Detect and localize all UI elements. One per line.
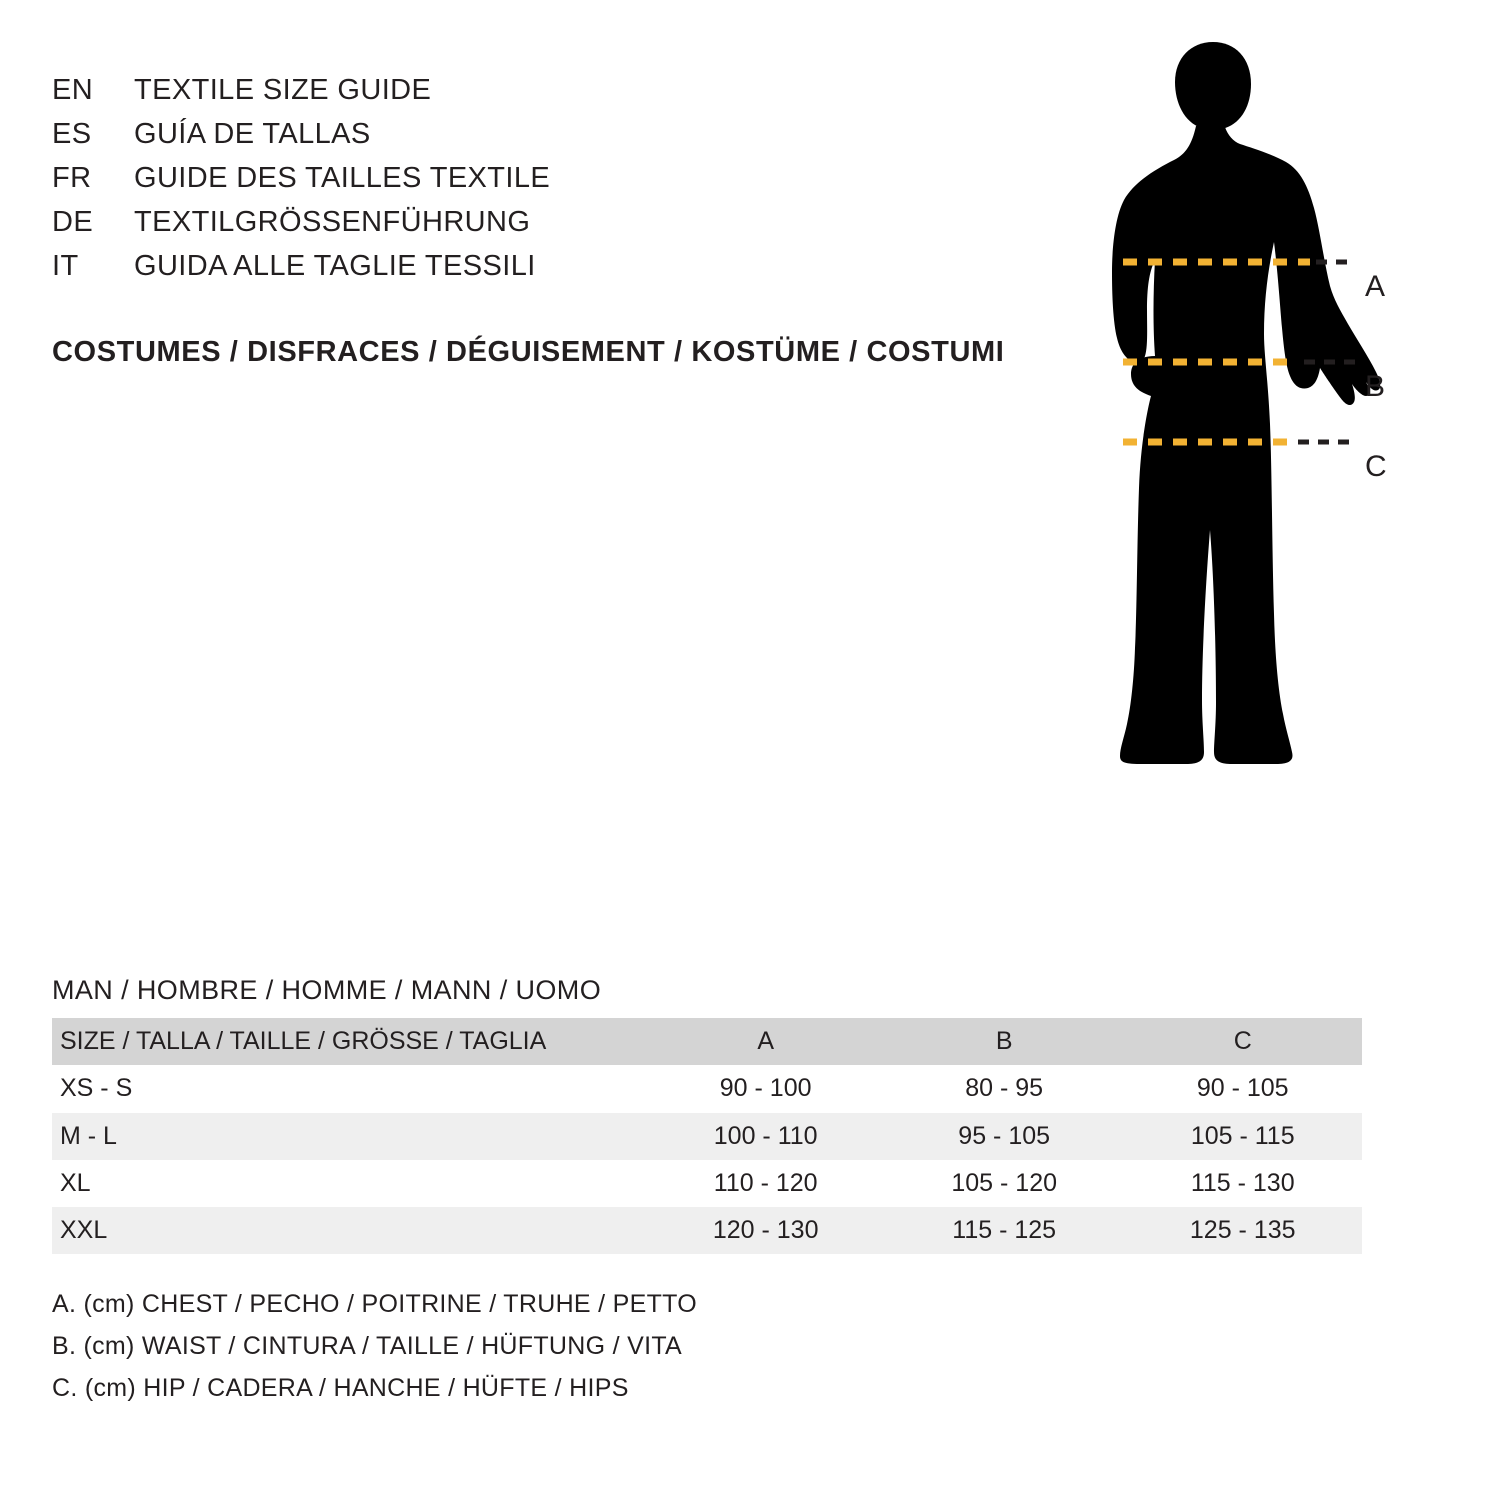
table-row [52, 1160, 1362, 1207]
size-table-block [52, 975, 1352, 1254]
row-value-a: 100 - 110 [713, 1121, 818, 1150]
measurement-figure [1020, 30, 1440, 930]
measurement-legend [52, 1290, 697, 1416]
language-text-en: TEXTILE SIZE GUIDE [134, 74, 432, 106]
table-header-c: C [1233, 1027, 1252, 1055]
row-value-c: 115 - 130 [1190, 1168, 1295, 1197]
measure-label-b: B [1365, 370, 1386, 403]
row-value-b: 105 - 120 [951, 1168, 1057, 1197]
table-header-row [52, 1018, 1362, 1065]
row-value-b: 115 - 125 [952, 1216, 1057, 1244]
language-text-fr: GUIDE DES TAILLES TEXTILE [134, 162, 551, 194]
language-row-fr [52, 162, 1032, 206]
row-value-c: 125 - 135 [1189, 1216, 1296, 1244]
legend-line-b: B. (cm) WAIST / CINTURA / TAILLE / HÜFTUNG / VITA [52, 1332, 683, 1360]
size-table [52, 1018, 1362, 1254]
row-size-label: M - L [60, 1121, 117, 1150]
language-code-es: ES [52, 118, 92, 150]
measure-label-c: C [1365, 450, 1388, 483]
language-row-es [52, 118, 1032, 162]
language-code-en: EN [52, 74, 94, 106]
language-text-it: GUIDA ALLE TAGLIE TESSILI [134, 250, 536, 282]
measure-label-a: A [1365, 270, 1386, 303]
row-value-a: 90 - 100 [719, 1074, 812, 1103]
costumes-subtitle: COSTUMES / DISFRACES / DÉGUISEMENT / KOSTÜME / COSTUMI [52, 336, 1005, 368]
row-value-c: 105 - 115 [1190, 1121, 1295, 1150]
language-code-de: DE [52, 206, 94, 238]
language-row-it [52, 250, 1032, 294]
row-value-b: 80 - 95 [965, 1074, 1044, 1103]
row-size-label: XL [60, 1168, 91, 1197]
legend-line-a: A. (cm) CHEST / PECHO / POITRINE / TRUHE / PETTO [52, 1290, 698, 1318]
language-list [52, 74, 1032, 294]
row-value-b: 95 - 105 [958, 1121, 1051, 1150]
table-caption: MAN / HOMBRE / HOMME / MANN / UOMO [52, 975, 602, 1005]
row-size-label: XS - S [60, 1074, 133, 1103]
table-header-b: B [995, 1027, 1013, 1055]
language-row-de [52, 206, 1032, 250]
row-value-c: 90 - 105 [1196, 1074, 1289, 1103]
row-value-a: 120 - 130 [712, 1216, 819, 1244]
table-header-a: A [757, 1027, 774, 1055]
language-code-it: IT [52, 250, 79, 282]
language-text-de: TEXTILGRÖSSENFÜHRUNG [134, 206, 531, 238]
table-header-size: SIZE / TALLA / TAILLE / GRÖSSE / TAGLIA [60, 1027, 547, 1055]
language-row-en [52, 74, 1032, 118]
legend-line-c: C. (cm) HIP / CADERA / HANCHE / HÜFTE / HIPS [52, 1374, 629, 1402]
language-text-es: GUÍA DE TALLAS [134, 118, 371, 150]
table-row [52, 1207, 1362, 1254]
row-size-label: XXL [60, 1216, 108, 1244]
table-row [52, 1065, 1362, 1112]
language-code-fr: FR [52, 162, 92, 194]
row-value-a: 110 - 120 [713, 1168, 818, 1197]
table-row [52, 1113, 1362, 1160]
